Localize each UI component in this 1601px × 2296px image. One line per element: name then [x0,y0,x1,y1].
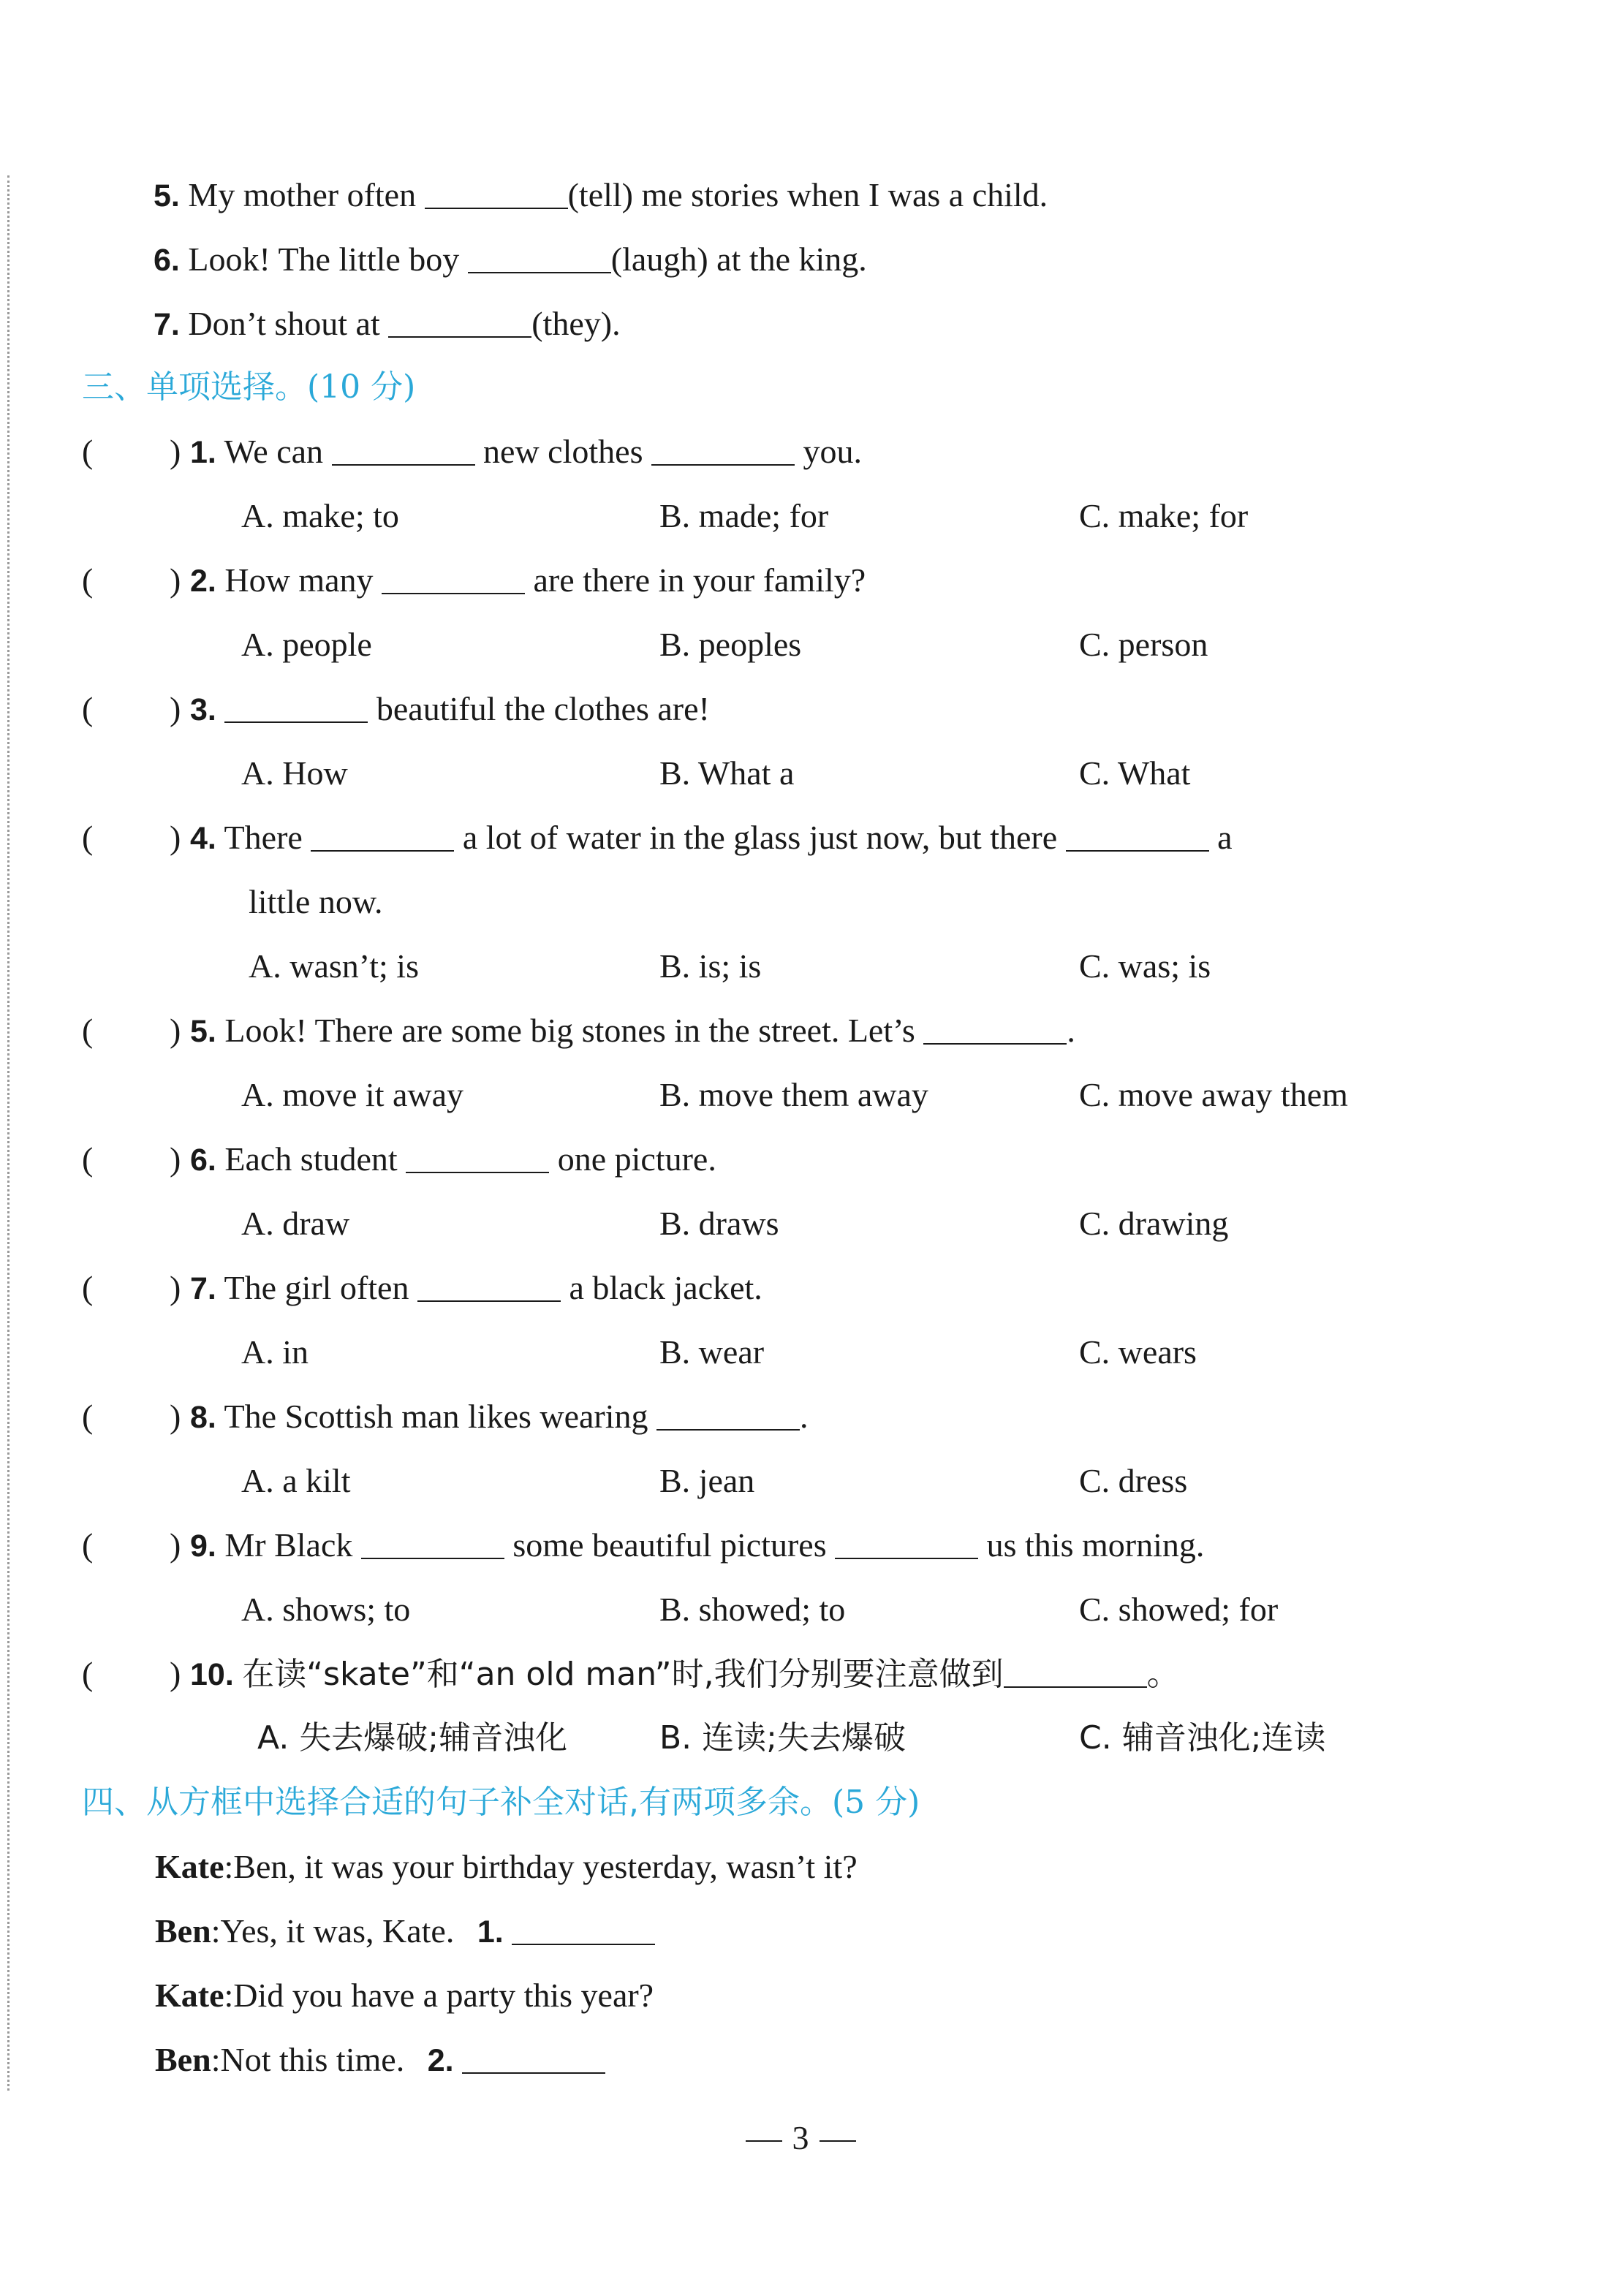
answer-blank[interactable] [332,432,475,466]
answer-blank[interactable] [651,432,795,466]
option-c[interactable]: C. dress [1079,1462,1188,1499]
dialogue-line: Ben:Yes, it was, Kate. 1. [155,1906,655,1957]
answer-blank[interactable] [468,240,611,273]
option-c[interactable]: C. make; for [1079,497,1249,534]
option-c[interactable]: C. showed; for [1079,1591,1279,1628]
answer-blank[interactable] [512,1912,655,1945]
option-b[interactable]: B. 连读;失去爆破 [659,1719,906,1757]
option-c[interactable]: C. move away them [1079,1076,1348,1113]
option-a[interactable]: A. shows; to [241,1591,411,1628]
speaker-name: Kate [155,1848,224,1885]
section-3-heading: 三、单项选择。(10 分) [82,368,416,406]
mc-options-6 [0,1198,1601,1249]
option-a[interactable]: A. draw [241,1205,350,1242]
mc-question-9: ( ) 9. Mr Black some beautiful pictures us this morning. [82,1526,1205,1564]
option-a[interactable]: A. wasn’t; is [249,947,419,985]
mc-question-1: ( ) 1. We can new clothes you. [82,433,862,470]
option-a[interactable]: A. make; to [241,497,399,534]
page-number-dash [746,2140,782,2142]
fill-question-7: 7. Don’t shout at (they). [154,305,621,342]
answer-blank[interactable] [425,175,568,209]
dialogue-line: Kate:Did you have a party this year? [155,1977,654,2014]
option-a[interactable]: A. a kilt [241,1462,351,1499]
mc-question-7: ( ) 7. The girl often a black jacket. [82,1269,762,1306]
option-a[interactable]: A. in [241,1333,309,1371]
option-b[interactable]: B. jean [659,1462,755,1499]
option-b[interactable]: B. made; for [659,497,829,534]
mc-question-4: ( ) 4. There a lot of water in the glass just now, but there a [82,819,1233,856]
option-c[interactable]: C. was; is [1079,947,1211,985]
section-4-heading: 四、从方框中选择合适的句子补全对话,有两项多余。(5 分) [82,1784,920,1821]
mc-question-4-continued: little now. [249,883,383,920]
option-c[interactable]: C. 辅音浊化;连读 [1079,1719,1326,1757]
speaker-name: Ben [155,1912,211,1950]
answer-blank[interactable] [382,561,525,594]
mc-options-4 [0,941,1601,992]
option-b[interactable]: B. wear [659,1333,765,1371]
mc-options-5 [0,1069,1601,1121]
mc-options-8 [0,1455,1601,1507]
option-c[interactable]: C. drawing [1079,1205,1229,1242]
option-b[interactable]: B. What a [659,754,795,792]
fill-question-6: 6. Look! The little boy (laugh) at the king. [154,240,867,278]
option-b[interactable]: B. move them away [659,1076,928,1113]
option-c[interactable]: C. person [1079,626,1208,663]
mc-options-10 [0,1713,1601,1764]
option-c[interactable]: C. What [1079,754,1191,792]
answer-blank[interactable] [1004,1654,1147,1688]
answer-blank[interactable] [224,689,368,723]
option-a[interactable]: A. 失去爆破;辅音浊化 [257,1719,568,1757]
dialogue-line: Ben:Not this time. 2. [155,2034,605,2085]
option-b[interactable]: B. showed; to [659,1591,846,1628]
mc-options-3 [0,748,1601,799]
answer-blank[interactable] [462,2040,605,2074]
answer-blank[interactable] [923,1011,1067,1045]
mc-options-1 [0,490,1601,542]
mc-question-6: ( ) 6. Each student one picture. [82,1140,716,1178]
option-a[interactable]: A. move it away [241,1076,464,1113]
mc-question-10: ( ) 10. 在读“skate”和“an old man”时,我们分别要注意做到 。 [82,1655,1181,1693]
answer-blank[interactable] [417,1268,561,1302]
dialogue-line: Kate:Ben, it was your birthday yesterday, wasn’t it? [155,1848,858,1885]
answer-blank[interactable] [835,1526,978,1559]
answer-blank[interactable] [388,304,531,338]
option-b[interactable]: B. draws [659,1205,779,1242]
answer-blank[interactable] [311,818,454,852]
mc-options-7 [0,1327,1601,1378]
speaker-name: Kate [155,1977,224,2014]
mc-options-9 [0,1584,1601,1635]
page-number-dash [820,2140,856,2142]
option-a[interactable]: A. How [241,754,348,792]
answer-blank[interactable] [406,1140,549,1173]
mc-question-5: ( ) 5. Look! There are some big stones in the street. Let’s . [82,1012,1075,1049]
mc-options-2 [0,619,1601,670]
option-a[interactable]: A. people [241,626,372,663]
option-c[interactable]: C. wears [1079,1333,1197,1371]
option-b[interactable]: B. is; is [659,947,762,985]
speaker-name: Ben [155,2041,211,2078]
mc-question-8: ( ) 8. The Scottish man likes wearing . [82,1398,809,1435]
mc-question-3: ( ) 3. beautiful the clothes are! [82,690,710,727]
answer-blank[interactable] [1066,818,1209,852]
fill-question-5: 5. My mother often (tell) me stories when I was a child. [154,176,1048,213]
option-b[interactable]: B. peoples [659,626,802,663]
answer-blank[interactable] [361,1526,504,1559]
answer-blank[interactable] [656,1397,800,1431]
mc-question-2: ( ) 2. How many are there in your family? [82,561,866,599]
page-number: 3 [0,2113,1601,2164]
